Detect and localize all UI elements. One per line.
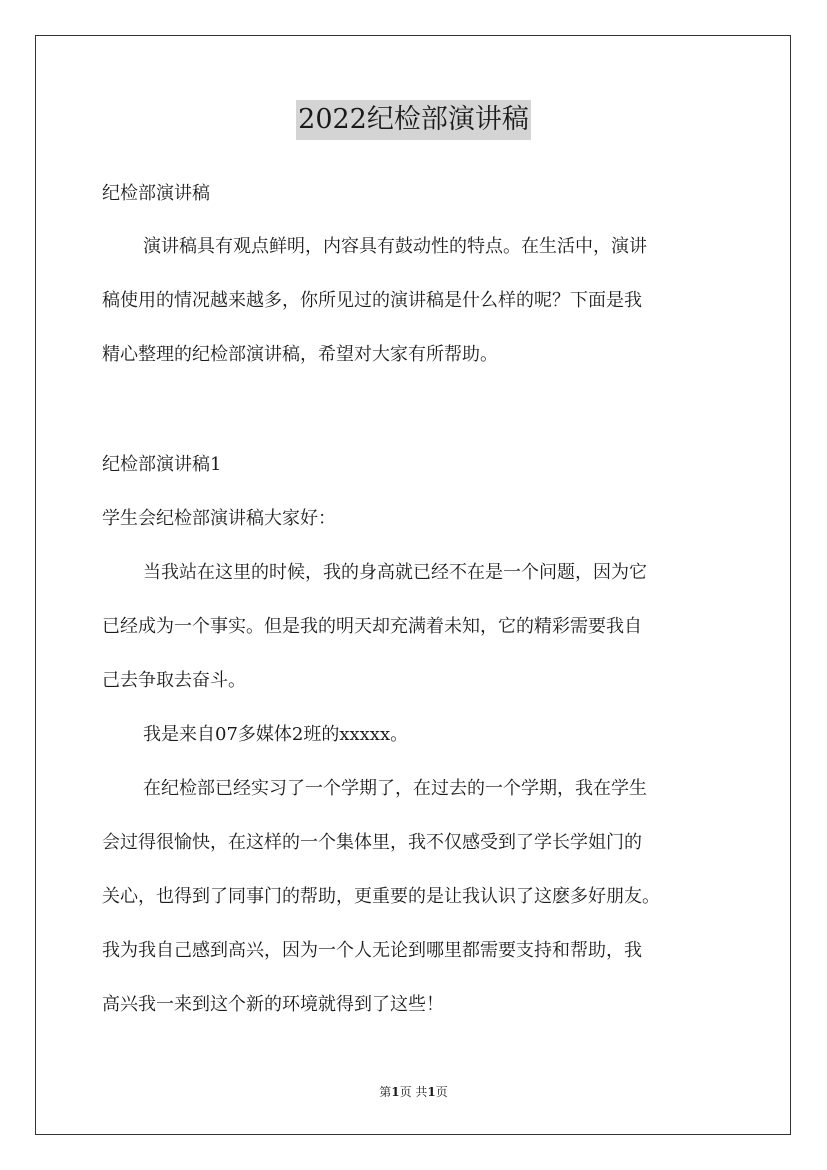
paragraph-line: 在纪检部已经实习了一个学期了，在过去的一个学期，我在学生 — [143, 778, 647, 799]
paragraph-line: 会过得很愉快，在这样的一个集体里，我不仅感受到了学长学姐门的 — [102, 832, 642, 853]
paragraph-line: 己去争取去奋斗。 — [102, 670, 246, 691]
paragraph-line: 当我站在这里的时候，我的身高就已经不在是一个问题，因为它 — [143, 562, 647, 583]
paragraph-line: 精心整理的纪检部演讲稿，希望对大家有所帮助。 — [102, 344, 498, 365]
title-container — [0, 100, 827, 140]
paragraph-line: 我为我自己感到高兴，因为一个人无论到哪里都需要支持和帮助，我 — [102, 940, 642, 961]
page-footer — [0, 1084, 827, 1100]
page-mid: 页 共 — [399, 1085, 428, 1099]
section-heading: 纪检部演讲稿 — [102, 183, 210, 204]
paragraph-line: 高兴我一来到这个新的环境就得到了这些！ — [102, 994, 444, 1015]
page-current: 1 — [391, 1085, 400, 1099]
document-title: 2022纪检部演讲稿 — [296, 100, 531, 140]
paragraph-line: 我是来自07多媒体2班的xxxxx。 — [143, 724, 409, 745]
page-prefix: 第 — [379, 1085, 392, 1099]
paragraph-line: 已经成为一个事实。但是我的明天却充满着未知，它的精彩需要我自 — [102, 616, 642, 637]
paragraph-line: 演讲稿具有观点鲜明，内容具有鼓动性的特点。在生活中，演讲 — [143, 236, 647, 257]
page-suffix: 页 — [435, 1085, 448, 1099]
page-total: 1 — [427, 1085, 436, 1099]
section-heading: 纪检部演讲稿1 — [102, 454, 222, 475]
paragraph-line: 稿使用的情况越来越多，你所见过的演讲稿是什么样的呢？下面是我 — [102, 290, 642, 311]
paragraph-line: 学生会纪检部演讲稿大家好： — [102, 508, 336, 529]
paragraph-line: 关心，也得到了同事门的帮助，更重要的是让我认识了这麽多好朋友。 — [102, 886, 660, 907]
